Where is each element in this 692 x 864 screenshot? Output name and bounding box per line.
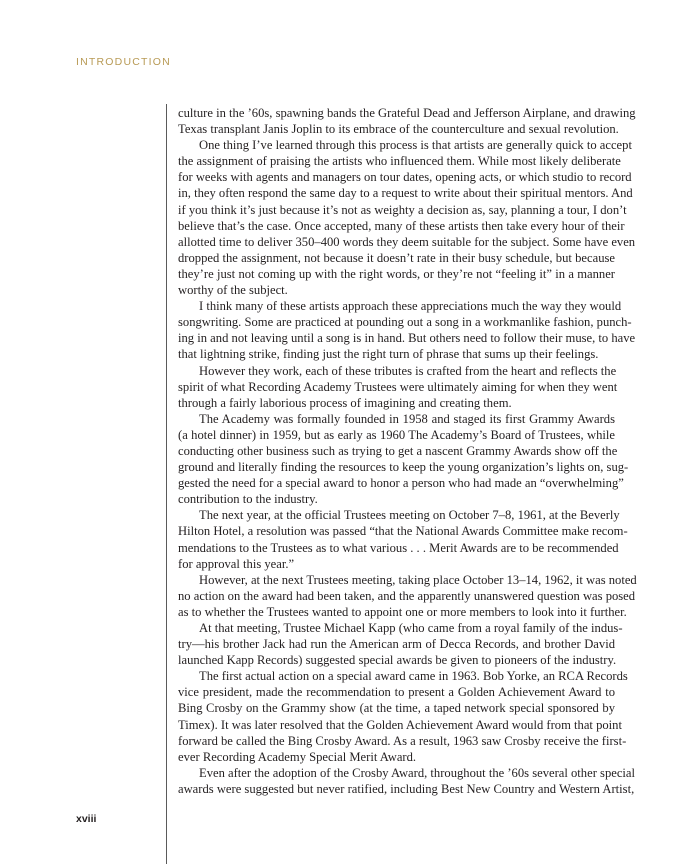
text-line: However they work, each of these tributes is crafted from the heart and reflects the bbox=[199, 363, 617, 378]
text-line: However, at the next Trustees meeting, taking place October 13–14, 1962, it was noted bbox=[199, 572, 637, 587]
text-line: The Academy was formally founded in 1958 and staged its first Grammy Awards bbox=[199, 411, 615, 426]
text-line: Hilton Hotel, a resolution was passed “that the National Awards Committee make recom- bbox=[178, 524, 628, 539]
text-line: the assignment of praising the artists who influenced them. While most likely deliberate bbox=[178, 154, 621, 169]
text-line: spirit of what Recording Academy Trustees were ultimately aiming for when they went bbox=[178, 379, 618, 394]
text-line: ing in and not leaving until a song is in hand. But others need to follow their muse, to have bbox=[178, 331, 636, 346]
text-line: Timex). It was later resolved that the Golden Achievement Award would from that point bbox=[178, 717, 622, 732]
text-line: vice president, made the recommendation to present a Golden Achievement Award to bbox=[178, 685, 615, 700]
page-number: xviii bbox=[76, 813, 97, 825]
text-line: forward be called the Bing Crosby Award. As a result, 1963 saw Crosby receive the first- bbox=[178, 733, 627, 748]
text-line: mendations to the Trustees as to what various . . . Merit Awards are to be recommended bbox=[178, 540, 619, 555]
text-line: dropped the assignment, not because it doesn’t rate in their busy schedule, but because bbox=[178, 250, 615, 265]
text-line: The next year, at the official Trustees meeting on October 7–8, 1961, at the Beverly bbox=[199, 508, 620, 523]
text-line: (a hotel dinner) in 1959, but as early as 1960 The Academy’s Board of Trustees, while bbox=[178, 427, 615, 442]
text-line: awards were suggested but never ratified, including Best New Country and Western Artist, bbox=[178, 781, 635, 796]
text-line: The first actual action on a special award came in 1963. Bob Yorke, an RCA Records bbox=[199, 669, 628, 684]
text-line: Even after the adoption of the Crosby Award, throughout the ’60s several other special bbox=[199, 765, 636, 780]
text-line: ground and literally finding the resources to keep the young organization’s lights on, sug- bbox=[178, 460, 629, 475]
text-line: ever Recording Academy Special Merit Award. bbox=[178, 749, 417, 764]
text-line: songwriting. Some are practiced at pounding out a song in a workmanlike fashion, punch- bbox=[178, 315, 632, 330]
running-header: INTRODUCTION bbox=[76, 56, 171, 68]
margin-rule bbox=[166, 104, 167, 864]
text-line: they’re just not coming up with the right words, or they’re not “feeling it” in a manner bbox=[178, 266, 615, 281]
text-line: One thing I’ve learned through this process is that artists are generally quick to accept bbox=[199, 138, 632, 153]
text-line: conducting other business such as trying to get a nascent Grammy Awards show off the bbox=[178, 443, 618, 458]
text-line: I think many of these artists approach these appreciations much the way they would bbox=[199, 299, 622, 314]
text-line: worthy of the subject. bbox=[178, 283, 288, 298]
text-line: At that meeting, Trustee Michael Kapp (who came from a royal family of the indus- bbox=[199, 621, 623, 635]
text-line: that lightning strike, finding just the right turn of phrase that sums up their feelings. bbox=[178, 347, 599, 362]
text-line: Bing Crosby on the Grammy show (at the time, a taped network special sponsored by bbox=[178, 701, 615, 716]
text-line: no action on the award had been taken, and the apparently unanswered question was posed bbox=[178, 588, 636, 603]
text-line: believe that’s the case. Once accepted, many of these artists then take every hour of their bbox=[178, 218, 625, 233]
text-line: launched Kapp Records) suggested special awards be given to pioneers of the industry. bbox=[178, 653, 617, 668]
text-line: if you think it’s just because it’s not as weighty a decision as, say, planning a tour, I don’t bbox=[178, 202, 627, 217]
text-line: in, they often respond the same day to a request to write about their spiritual mentors. And bbox=[178, 186, 633, 201]
text-line: for weeks with agents and managers on tour dates, opening acts, or which studio to record bbox=[178, 170, 632, 185]
text-line: gested the need for a special award to honor a person who had made an “overwhelming” bbox=[178, 476, 624, 491]
text-line: as to whether the Trustees wanted to appoint one or more members to look into it further. bbox=[178, 604, 627, 619]
body-text bbox=[178, 105, 637, 797]
text-line: culture in the ’60s, spawning bands the Grateful Dead and Jefferson Airplane, and drawing bbox=[178, 106, 636, 120]
text-line: Texas transplant Janis Joplin to its embrace of the counterculture and sexual revolution. bbox=[178, 122, 619, 137]
text-line: for approval this year.” bbox=[178, 556, 295, 571]
text-line: contribution to the industry. bbox=[178, 492, 318, 507]
text-line: allotted time to deliver 350–400 words they deem suitable for the subject. Some have even bbox=[178, 234, 636, 249]
text-line: try—his brother Jack had run the American arm of Decca Records, and brother David bbox=[178, 637, 615, 652]
text-line: through a fairly laborious process of imagining and creating them. bbox=[178, 395, 512, 410]
